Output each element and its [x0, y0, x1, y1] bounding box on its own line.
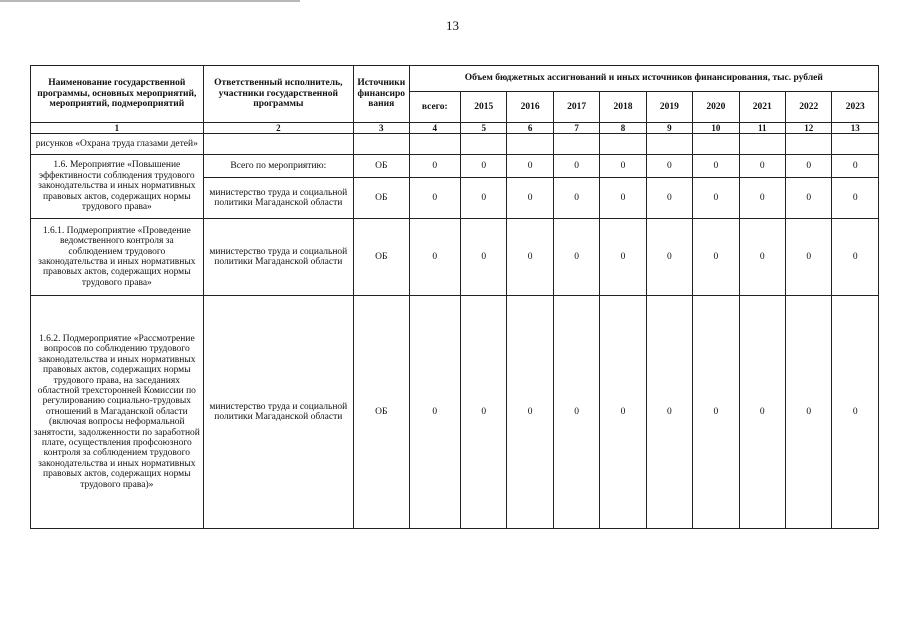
column-number: 6 [507, 123, 553, 134]
row-value: 0 [693, 178, 739, 219]
header-year: 2023 [832, 92, 879, 123]
row-source: ОБ [354, 178, 410, 219]
row-executor: министерство труда и социальной политики Магаданской области [203, 296, 353, 529]
table-row [31, 296, 879, 529]
row-source: ОБ [354, 219, 410, 296]
table-row [31, 219, 879, 296]
table-row [31, 134, 879, 155]
column-number: 5 [461, 123, 507, 134]
row-value: 0 [507, 155, 553, 178]
row-value: 0 [785, 155, 831, 178]
row-source: ОБ [354, 296, 410, 529]
row-value: 0 [693, 219, 739, 296]
row-value: 0 [785, 296, 831, 529]
row-value: 0 [553, 296, 599, 529]
row-value: 0 [409, 155, 460, 178]
row-value: 0 [461, 296, 507, 529]
row-value: 0 [646, 219, 692, 296]
row-value: 0 [785, 178, 831, 219]
column-number: 13 [832, 123, 879, 134]
row-value: 0 [461, 155, 507, 178]
row-value: 0 [646, 178, 692, 219]
row-value: 0 [600, 296, 646, 529]
row-value [785, 134, 831, 155]
row-value: 0 [409, 178, 460, 219]
row-value: 0 [693, 296, 739, 529]
row-value: 0 [553, 178, 599, 219]
header-year: 2015 [461, 92, 507, 123]
row-value: 0 [600, 178, 646, 219]
header-name: Наименование государственной программы, основных мероприятий, мероприятий, подмероприятий [31, 66, 204, 123]
budget-table [30, 65, 879, 529]
row-value: 0 [553, 219, 599, 296]
header-total: всего: [409, 92, 460, 123]
row-value [409, 134, 460, 155]
row-source: ОБ [354, 155, 410, 178]
row-value: 0 [507, 296, 553, 529]
row-value: 0 [507, 178, 553, 219]
row-value [600, 134, 646, 155]
header-executor: Ответственный исполнитель, участники государственной программы [203, 66, 353, 123]
row-value [693, 134, 739, 155]
row-value: 0 [693, 155, 739, 178]
row-value: 0 [461, 219, 507, 296]
header-source: Источники финансиро вания [354, 66, 410, 123]
page-number: 13 [446, 18, 459, 33]
header-year: 2017 [553, 92, 599, 123]
header-year: 2020 [693, 92, 739, 123]
column-number: 11 [739, 123, 785, 134]
row-executor: министерство труда и социальной политики Магаданской области [203, 178, 353, 219]
row-value [553, 134, 599, 155]
row-value: 0 [409, 296, 460, 529]
row-value [832, 134, 879, 155]
column-number: 4 [409, 123, 460, 134]
row-value: 0 [832, 219, 879, 296]
row-value [507, 134, 553, 155]
column-number: 8 [600, 123, 646, 134]
column-number: 10 [693, 123, 739, 134]
scan-top-line [0, 0, 300, 2]
row-value: 0 [646, 155, 692, 178]
column-number-row [31, 123, 879, 134]
row-value: 0 [507, 219, 553, 296]
row-value [646, 134, 692, 155]
header-year: 2016 [507, 92, 553, 123]
row-value: 0 [832, 178, 879, 219]
row-name: рисунков «Охрана труда глазами детей» [31, 134, 204, 155]
column-number: 12 [785, 123, 831, 134]
header-volume: Объем бюджетных ассигнований и иных источников финансирования, тыс. рублей [409, 66, 878, 92]
row-name: 1.6.2. Подмероприятие «Рассмотрение вопросов по соблюдению трудового законодательства и иных нормативных правовых актов, содержащих нормы трудового права, на заседаниях областной трехсторонней Комиссии по регулированию социально-трудовых отношений в Магаданской области (включая вопросы неформальной занятости, задолженности по заработной плате, осуществления профсоюзного контроля за соблюдением трудового законодательства и иных нормативных правовых актов, содержащих нормы трудового права)» [31, 296, 204, 529]
column-number: 3 [354, 123, 410, 134]
row-value: 0 [553, 155, 599, 178]
row-value: 0 [739, 219, 785, 296]
row-value: 0 [646, 296, 692, 529]
row-source [354, 134, 410, 155]
row-value [461, 134, 507, 155]
row-value: 0 [832, 155, 879, 178]
column-number: 2 [203, 123, 353, 134]
header-year: 2018 [600, 92, 646, 123]
column-number: 9 [646, 123, 692, 134]
row-executor: министерство труда и социальной политики Магаданской области [203, 219, 353, 296]
row-value: 0 [600, 219, 646, 296]
row-name: 1.6. Мероприятие «Повышение эффективности соблюдения трудового законодательства и иных нормативных правовых актов, содержащих нормы трудового права» [31, 155, 204, 219]
row-name: 1.6.1. Подмероприятие «Проведение ведомственного контроля за соблюдением трудового законодательства и иных нормативных правовых актов, содержащих нормы трудового права» [31, 219, 204, 296]
row-value: 0 [785, 219, 831, 296]
row-value [739, 134, 785, 155]
header-year: 2021 [739, 92, 785, 123]
row-value: 0 [600, 155, 646, 178]
row-executor: Всего по мероприятию: [203, 155, 353, 178]
row-executor [203, 134, 353, 155]
row-value: 0 [739, 155, 785, 178]
header-year: 2022 [785, 92, 831, 123]
header-year: 2019 [646, 92, 692, 123]
column-number: 1 [31, 123, 204, 134]
table-row [31, 155, 879, 178]
row-value: 0 [832, 296, 879, 529]
row-value: 0 [409, 219, 460, 296]
row-value: 0 [461, 178, 507, 219]
column-number: 7 [553, 123, 599, 134]
row-value: 0 [739, 296, 785, 529]
row-value: 0 [739, 178, 785, 219]
